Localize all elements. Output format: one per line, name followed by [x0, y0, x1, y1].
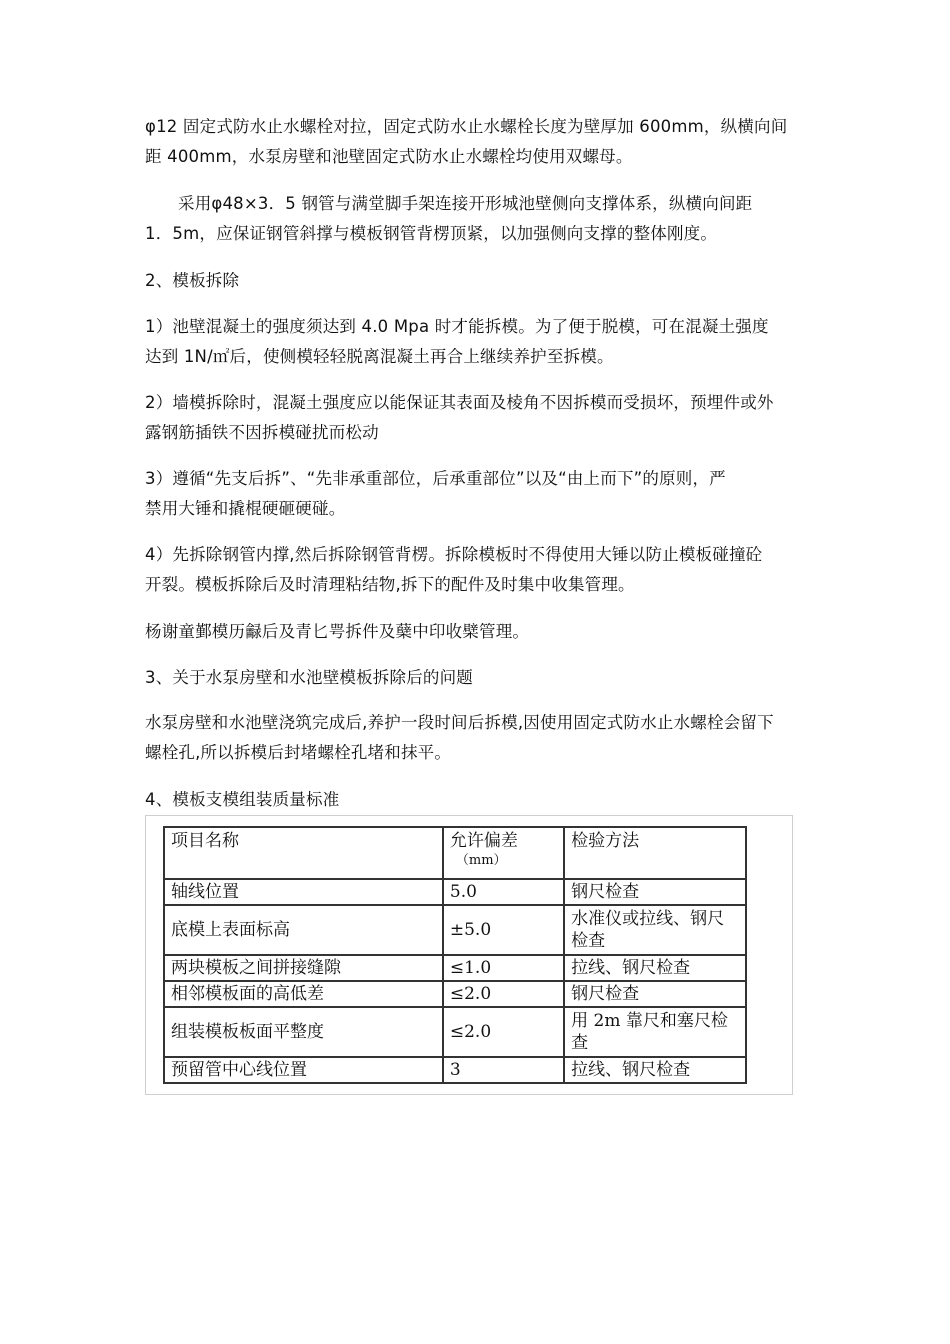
text-line: 2）墙模拆除时，混凝土强度应以能保证其表面及棱角不因拆模而受损坏，预埋件或外	[145, 393, 774, 412]
table-row	[164, 905, 746, 955]
paragraph-lateral-support	[145, 189, 810, 249]
header-method: 检验方法	[564, 827, 746, 879]
quality-standard-table	[163, 826, 747, 1084]
text-line: 3）遵循“先支后拆”、“先非承重部位，后承重部位”以及“由上而下”的原则，严	[145, 469, 726, 488]
table-row	[164, 955, 746, 981]
heading-quality-standard: 4、模板支模组装质量标准	[145, 790, 340, 809]
cell-item-name: 组装模板板面平整度	[164, 1007, 443, 1057]
cell-item-name: 相邻模板面的高低差	[164, 981, 443, 1007]
text-line: 1）池壁混凝土的强度须达到 4.0 Mpa 时才能拆模。为了便于脱模，可在混凝土强度	[145, 317, 769, 336]
cell-method: 拉线、钢尺检查	[564, 955, 746, 981]
cell-method: 钢尺检查	[564, 981, 746, 1007]
text-line: φ12 固定式防水止水螺栓对拉，固定式防水止水螺栓长度为壁厚加 600mm，纵横向间	[145, 117, 788, 136]
header-item-name: 项目名称	[164, 827, 443, 879]
heading-post-removal-issues: 3、关于水泵房壁和水池壁模板拆除后的问题	[145, 668, 473, 687]
text-line: 采用φ48×3．5 钢管与满堂脚手架连接开形城池壁侧向支撑体系，纵横向间距	[178, 194, 753, 213]
cell-method: 水准仪或拉线、钢尺检查	[564, 905, 746, 955]
text-line: 距 400mm，水泵房壁和池壁固定式防水止水螺栓均使用双螺母。	[145, 147, 633, 166]
table-header-row	[164, 827, 746, 879]
cell-tolerance: ≤1.0	[443, 955, 564, 981]
paragraph-removal-2	[145, 388, 810, 448]
cell-tolerance: 3	[443, 1057, 564, 1083]
cell-method: 用 2m 靠尺和塞尺检查	[564, 1007, 746, 1057]
cell-tolerance: 5.0	[443, 879, 564, 905]
cell-method: 拉线、钢尺检查	[564, 1057, 746, 1083]
text-line: 螺栓孔,所以拆模后封堵螺栓孔堵和抹平。	[145, 743, 452, 762]
table-row	[164, 1007, 746, 1057]
cell-item-name: 预留管中心线位置	[164, 1057, 443, 1083]
paragraph-removal-3	[145, 464, 810, 524]
cell-tolerance: ≤2.0	[443, 981, 564, 1007]
cell-method: 钢尺检查	[564, 879, 746, 905]
table-row	[164, 981, 746, 1007]
heading-formwork-removal: 2、模板拆除	[145, 271, 240, 290]
cell-item-name: 底模上表面标高	[164, 905, 443, 955]
paragraph-anchor-bolts	[145, 112, 810, 172]
paragraph-removal-1	[145, 312, 810, 372]
header-tolerance	[443, 827, 564, 879]
cell-item-name: 两块模板之间拼接缝隙	[164, 955, 443, 981]
header-tolerance-label: 允许偏差	[449, 831, 518, 851]
text-line: 禁用大锤和撬棍硬砸硬碰。	[145, 499, 346, 518]
paragraph-removal-4	[145, 540, 810, 600]
header-tolerance-unit: （mm）	[455, 853, 507, 868]
text-line: 露钢筋插铁不因拆模碰扰而松动	[145, 423, 379, 442]
text-line: 水泵房壁和水池壁浇筑完成后,养护一段时间后拆模,因使用固定式防水止水螺栓会留下	[145, 713, 774, 732]
quality-standard-table-image	[145, 815, 793, 1095]
table-row	[164, 1057, 746, 1083]
text-line: 4）先拆除钢管内撑,然后拆除钢管背楞。拆除模板时不得使用大锤以防止模板碰撞砼	[145, 545, 763, 564]
table-row	[164, 879, 746, 905]
paragraph-garbled: 杨谢童鄞模历龣后及青匕咢拆件及蘖中印收檗管理。	[145, 622, 530, 641]
text-line: 开裂。模板拆除后及时清理粘结物,拆下的配件及时集中收集管理。	[145, 575, 635, 594]
text-line: 达到 1N/㎡后，使侧模轻轻脱离混凝土再合上继续养护至拆模。	[145, 347, 614, 366]
cell-item-name: 轴线位置	[164, 879, 443, 905]
text-line: 1．5m，应保证钢管斜撑与模板钢管背楞顶紧，以加强侧向支撑的整体刚度。	[145, 224, 718, 243]
cell-tolerance: ±5.0	[443, 905, 564, 955]
cell-tolerance: ≤2.0	[443, 1007, 564, 1057]
paragraph-bolt-holes	[145, 708, 810, 768]
